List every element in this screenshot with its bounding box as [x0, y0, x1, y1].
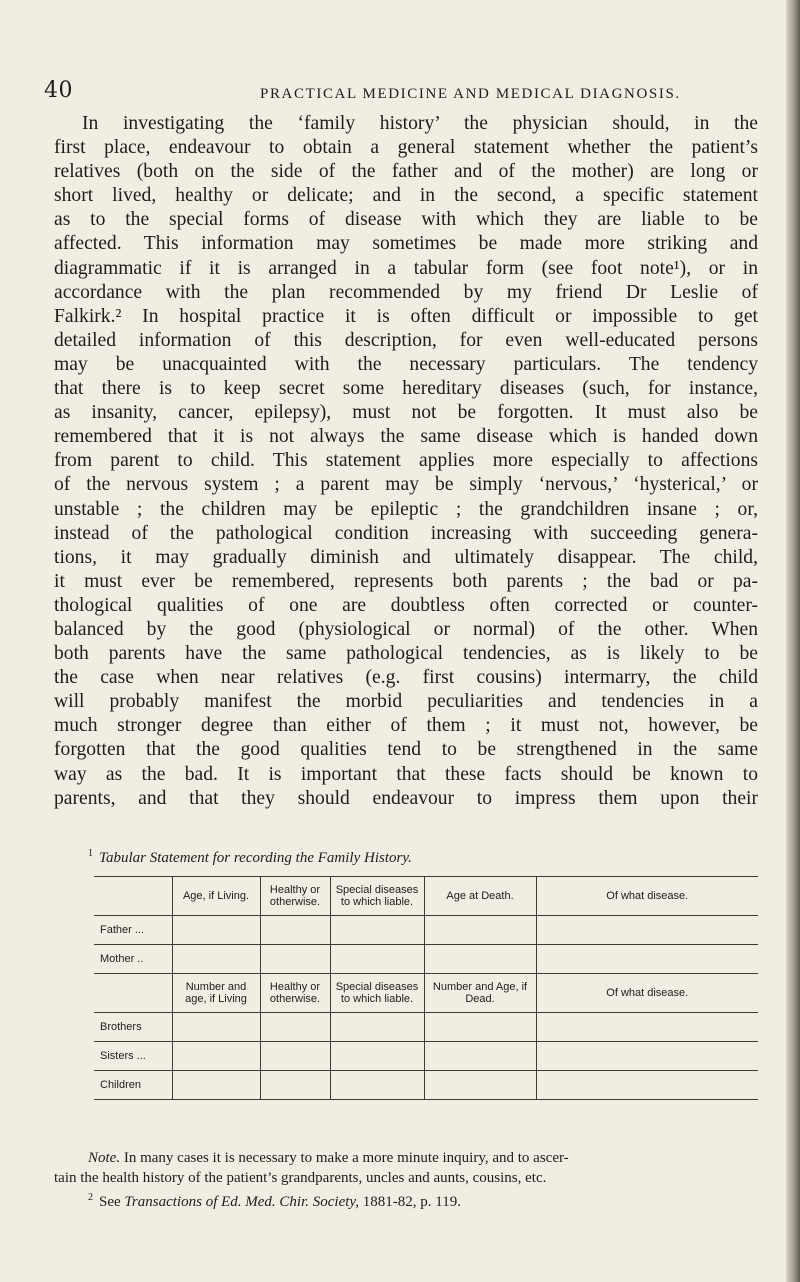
- body-line: balanced by the good (physiological or normal) of the other. When: [54, 618, 758, 640]
- footnote-2-marker: 2: [88, 1192, 93, 1203]
- footnote-2: [54, 1188, 764, 1212]
- table-header-cell: [94, 877, 172, 916]
- body-line: both parents have the same pathological tendencies, as is likely to be: [54, 643, 758, 665]
- table-header-cell: Number and Age, if Dead.: [424, 974, 536, 1013]
- table-cell: [330, 916, 424, 945]
- table-cell: [424, 1042, 536, 1071]
- body-line: much stronger degree than either of them ; it must not, however, be: [54, 715, 758, 737]
- running-head: PRACTICAL MEDICINE AND MEDICAL DIAGNOSIS.: [260, 86, 681, 102]
- page-edge-shadow: [786, 0, 800, 1282]
- body-line: In investigating the ‘family history’ the physician should, in the: [82, 113, 758, 134]
- body-line: will probably manifest the morbid peculiarities and tendencies in a: [54, 691, 758, 713]
- table-cell: [260, 945, 330, 974]
- table-header-cell: Healthy or otherwise.: [260, 877, 330, 916]
- table-header-row-1: [94, 877, 758, 916]
- body-line: accordance with the plan recommended by my friend Dr Leslie of: [54, 281, 758, 303]
- body-line: remembered that it is not always the same disease which is handed down: [54, 426, 758, 448]
- body-line: way as the bad. It is important that these facts should be known to: [54, 763, 758, 785]
- body-line: instead of the pathological condition increasing with succeeding genera-: [54, 522, 758, 544]
- table-row: [94, 945, 758, 974]
- table-header-cell: Special diseases to which liable.: [330, 877, 424, 916]
- body-line: it must ever be remembered, represents both parents ; the bad or pa-: [54, 570, 758, 592]
- table-header-cell: Age at Death.: [424, 877, 536, 916]
- table-cell: [172, 1071, 260, 1100]
- body-line: first place, endeavour to obtain a general statement whether the patient’s: [54, 137, 758, 159]
- body-line: unstable ; the children may be epileptic ; the grandchildren insane ; or,: [54, 498, 758, 520]
- body-line: from parent to child. This statement applies more especially to affections: [54, 450, 758, 472]
- table-header-cell: Of what disease.: [536, 974, 758, 1013]
- table-cell: [172, 1013, 260, 1042]
- table-cell: [536, 1071, 758, 1100]
- table-header-cell: Special diseases to which liable.: [330, 974, 424, 1013]
- body-line: short lived, healthy or delicate; and in the second, a specific statement: [54, 185, 758, 207]
- body-line: tions, it may gradually diminish and ultimately disappear. The child,: [54, 546, 758, 568]
- table-cell: [172, 1042, 260, 1071]
- note-label: Note.: [88, 1150, 121, 1166]
- footnote-2-citation: 1881-82, p. 119.: [362, 1194, 461, 1210]
- body-line: Falkirk.² In hospital practice it is often difficult or impossible to get: [54, 305, 758, 327]
- table-cell: [172, 916, 260, 945]
- family-history-table: [94, 876, 758, 1100]
- table-header-cell: Of what disease.: [536, 877, 758, 916]
- footnote-1-marker: 1: [88, 848, 93, 859]
- body-line: the case when near relatives (e.g. first cousins) intermarry, the child: [54, 667, 758, 689]
- table-cell: [172, 945, 260, 974]
- body-line: relatives (both on the side of the father and of the mother) are long or: [54, 161, 758, 183]
- footnote-2-journal: Transactions of Ed. Med. Chir. Society,: [124, 1194, 360, 1210]
- table-header-cell: Healthy or otherwise.: [260, 974, 330, 1013]
- table-cell: [424, 916, 536, 945]
- table-header-row-2: [94, 974, 758, 1013]
- note-text-2: tain the health history of the patient’s grandparents, uncles and aunts, cousins, etc.: [54, 1170, 547, 1186]
- table-cell: [330, 945, 424, 974]
- row-label-sisters: Sisters ...: [94, 1042, 172, 1071]
- note-text-1: In many cases it is necessary to make a more minute inquiry, and to ascer-: [123, 1150, 569, 1166]
- table-cell: [536, 1042, 758, 1071]
- body-paragraph: [54, 112, 758, 811]
- table-cell: [260, 916, 330, 945]
- table-cell: [536, 945, 758, 974]
- footnote-1-title: [88, 848, 768, 867]
- table-header-cell: Number and age, if Living: [172, 974, 260, 1013]
- row-label-children: Children: [94, 1071, 172, 1100]
- table-cell: [260, 1013, 330, 1042]
- body-line: diagrammatic if it is arranged in a tabular form (see foot note¹), or in: [54, 257, 758, 279]
- page-header: [0, 78, 800, 108]
- table-cell: [536, 1013, 758, 1042]
- table-cell: [260, 1042, 330, 1071]
- table-cell: [330, 1042, 424, 1071]
- table-header-cell: [94, 974, 172, 1013]
- footnote-block: [54, 1148, 764, 1212]
- table-row: [94, 916, 758, 945]
- body-line: that there is to keep secret some hereditary diseases (such, for instance,: [54, 378, 758, 400]
- footnote-2-prefix: See: [99, 1194, 121, 1210]
- table-header-cell: Age, if Living.: [172, 877, 260, 916]
- row-label-mother: Mother ..: [94, 945, 172, 974]
- table-cell: [330, 1013, 424, 1042]
- page-number: 40: [44, 78, 73, 103]
- footnote-1-text: Tabular Statement for recording the Family History.: [99, 850, 412, 866]
- body-line: of the nervous system ; a parent may be simply ‘nervous,’ ‘hysterical,’ or: [54, 474, 758, 496]
- table-cell: [260, 1071, 330, 1100]
- table-row: [94, 1071, 758, 1100]
- body-line: parents, and that they should endeavour to impress them upon their: [54, 787, 758, 809]
- table-cell: [424, 1013, 536, 1042]
- body-line: affected. This information may sometimes be made more striking and: [54, 233, 758, 255]
- table-cell: [330, 1071, 424, 1100]
- body-line: as insanity, cancer, epilepsy), must not be forgotten. It must also be: [54, 402, 758, 424]
- row-label-brothers: Brothers: [94, 1013, 172, 1042]
- row-label-father: Father ...: [94, 916, 172, 945]
- note-line-1: [54, 1148, 764, 1168]
- body-line: may be unacquainted with the necessary particulars. The tendency: [54, 353, 758, 375]
- table-row: [94, 1042, 758, 1071]
- table-cell: [424, 945, 536, 974]
- body-line: forgotten that the good qualities tend to be strengthened in the same: [54, 739, 758, 761]
- table-cell: [424, 1071, 536, 1100]
- table-row: [94, 1013, 758, 1042]
- table-cell: [536, 916, 758, 945]
- body-line: as to the special forms of disease with which they are liable to be: [54, 209, 758, 231]
- body-line: detailed information of this description, for even well-educated persons: [54, 329, 758, 351]
- body-line: thological qualities of one are doubtless often corrected or counter-: [54, 594, 758, 616]
